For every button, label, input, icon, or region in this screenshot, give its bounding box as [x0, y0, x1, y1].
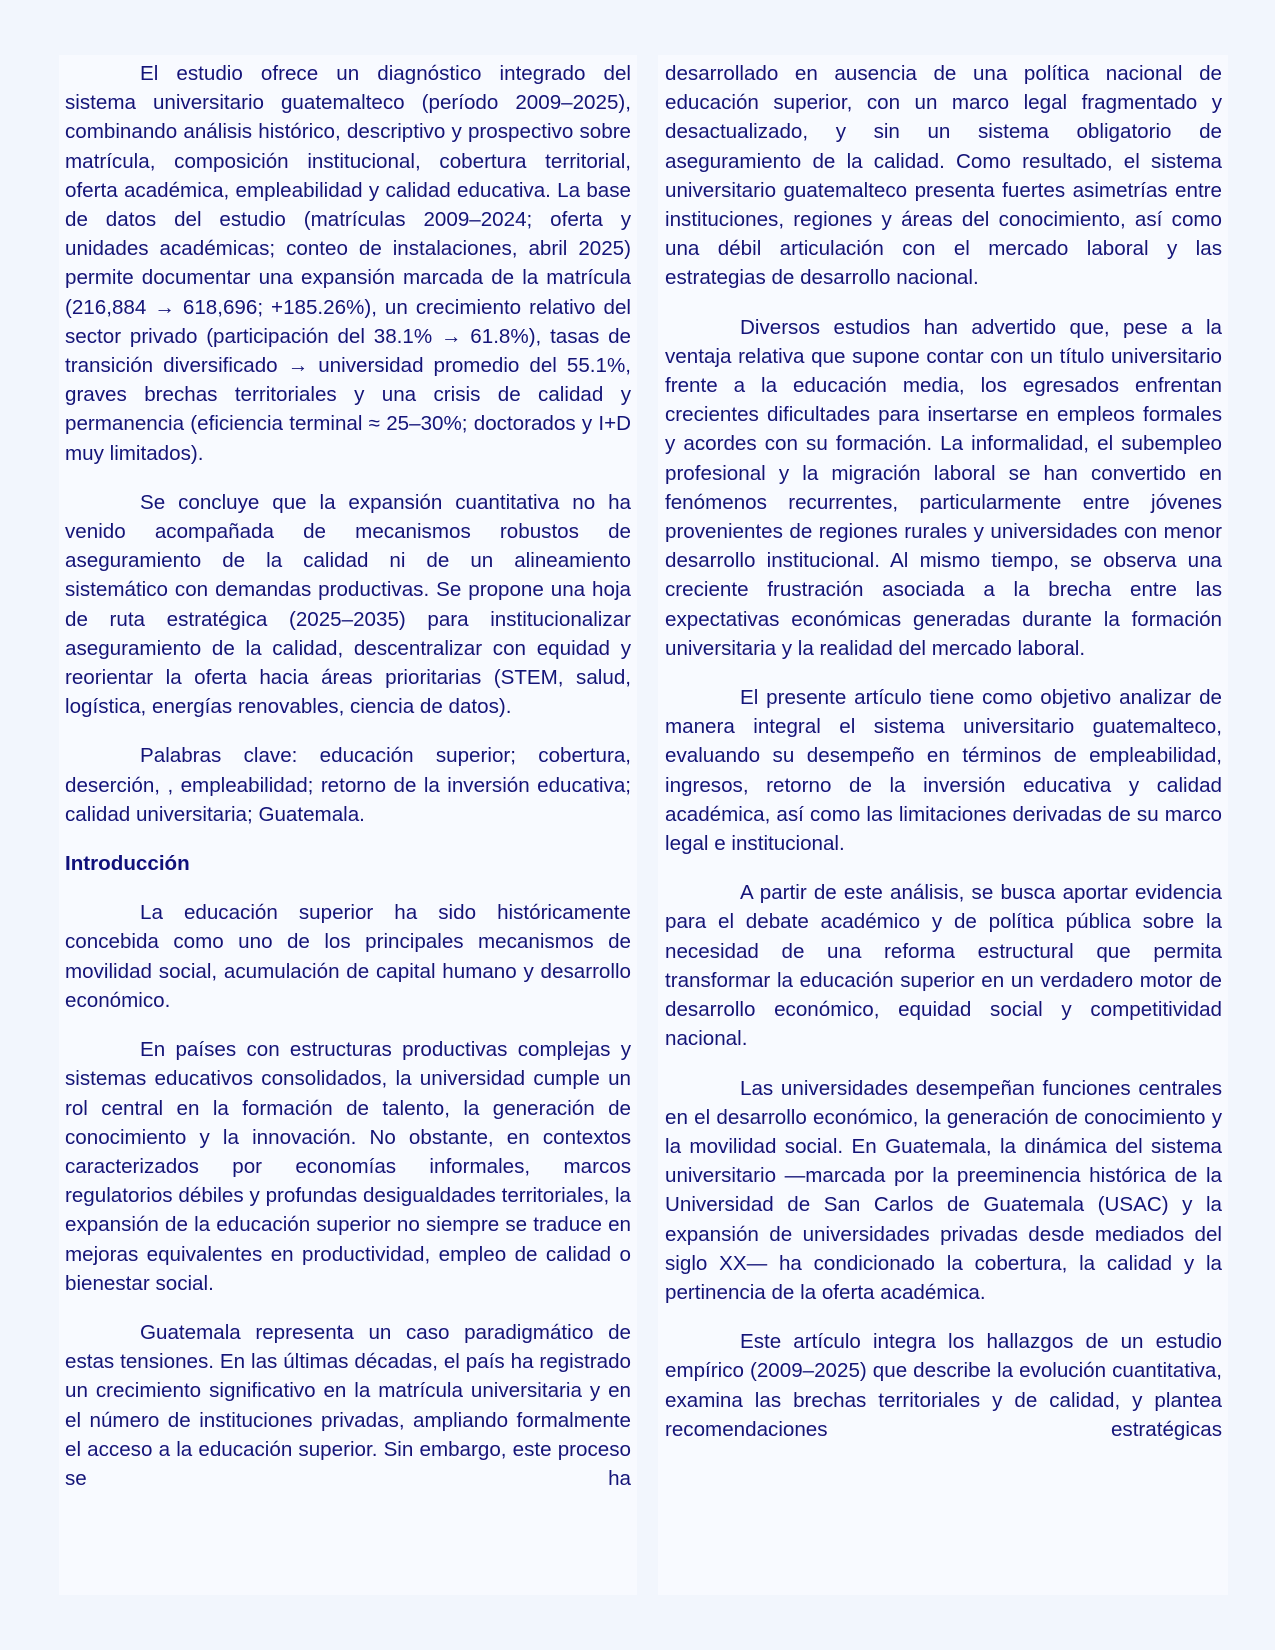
body-paragraph: Diversos estudios han advertido que, pese a la ventaja relativa que supone contar con un título universitario frente a la educación media, los egresados enfrentan crecientes dificultades para insertarse en empleos formales y acordes con su formación. La informalidad, el subempleo profesional y la migración laboral se han convertido en fenómenos recurrentes, particularmente entre jóvenes provenientes de regiones rurales y universidades con menor desarrollo institucional. Al mismo tiempo, se observa una creciente frustración asociada a la brecha entre las expectativas económicas generadas durante la formación universitaria y la realidad del mercado laboral. [665, 315, 1222, 660]
keywords-paragraph: Palabras clave: educación superior; cobertura, deserción, , empleabilidad; retorno de la inversión educativa; calidad universitaria; Guatemala. [65, 744, 631, 826]
intro-paragraph: Guatemala representa un caso paradigmático de estas tensiones. En las últimas décadas, el país ha registrado un crecimiento significativo en la matrícula universitaria y en el número de instituciones privadas, ampliando formalmente el acceso a la educación superior. Sin embargo, este proceso se ha [65, 1320, 631, 1490]
intro-paragraph: La educación superior ha sido históricamente concebida como uno de los principales mecanismos de movilidad social, acumulación de capital humano y desarrollo económico. [65, 901, 631, 1012]
intro-paragraph: En países con estructuras productivas complejas y sistemas educativos consolidados, la universidad cumple un rol central en la formación de talento, la generación de conocimiento y la innovación. No obstante, en contextos caracterizados por economías informales, marcos regulatorios débiles y profundas desigualdades territoriales, la expansión de la educación superior no siempre se traduce en mejoras equivalentes en productividad, empleo de calidad o bienestar social. [65, 1038, 631, 1295]
body-paragraph: Las universidades desempeñan funciones centrales en el desarrollo económico, la generación de conocimiento y la movilidad social. En Guatemala, la dinámica del sistema universitario —marcada por la preeminencia histórica de la Universidad de San Carlos de Guatemala (USAC) y la expansión de universidades privadas desde mediados del siglo XX— ha condicionado la cobertura, la calidad y la pertinencia de la oferta académica. [665, 1076, 1222, 1304]
body-paragraph: A partir de este análisis, se busca aportar evidencia para el debate académico y de política pública sobre la necesidad de una reforma estructural que permita transformar la educación superior en un verdadero motor de desarrollo económico, equidad social y competitividad nacional. [665, 881, 1222, 1051]
continued-paragraph: desarrollado en ausencia de una política nacional de educación superior, con un marco legal fragmentado y desactualizado, y sin un sistema obligatorio de aseguramiento de la calidad. Como resultado, el sistema universitario guatemalteco presenta fuertes asimetrías entre instituciones, regiones y áreas del conocimiento, así como una débil articulación con el mercado laboral y las estrategias de desarrollo nacional. [665, 62, 1222, 290]
section-heading-introduccion: Introducción [65, 852, 190, 876]
abstract-paragraph: El estudio ofrece un diagnóstico integrado del sistema universitario guatemalteco (período 2009–2025), combinando análisis histórico, descriptivo y prospectivo sobre matrícula, composición institucional, cobertura territorial, oferta académica, empleabilidad y calidad educativa. La base de datos del estudio (matrículas 2009–2024; oferta y unidades académicas; conteo de instalaciones, abril 2025) permite documentar una expansión marcada de la matrícula (216,884 → 618,696; +185.26%), un crecimiento relativo del sector privado (participación del 38.1% → 61.8%), tasas de transición diversificado → universidad promedio del 55.1%, graves brechas territoriales y una crisis de calidad y permanencia (eficiencia terminal ≈ 25–30%; doctorados y I+D muy limitados). [65, 62, 631, 465]
body-paragraph: El presente artículo tiene como objetivo analizar de manera integral el sistema universitario guatemalteco, evaluando su desempeño en términos de empleabilidad, ingresos, retorno de la inversión educativa y calidad académica, así como las limitaciones derivadas de su marco legal e institucional. [665, 686, 1222, 856]
body-paragraph: Este artículo integra los hallazgos de un estudio empírico (2009–2025) que describe la evolución cuantitativa, examina las brechas territoriales y de calidad, y plantea recomendaciones estratégicas [665, 1330, 1222, 1441]
left-column [59, 55, 637, 1595]
right-column [658, 55, 1228, 1595]
abstract-paragraph: Se concluye que la expansión cuantitativa no ha venido acompañada de mecanismos robustos de aseguramiento de la calidad ni de un alineamiento sistemático con demandas productivas. Se propone una hoja de ruta estratégica (2025–2035) para institucionalizar aseguramiento de la calidad, descentralizar con equidad y reorientar la oferta hacia áreas prioritarias (STEM, salud, logística, energías renovables, ciencia de datos). [65, 490, 631, 719]
